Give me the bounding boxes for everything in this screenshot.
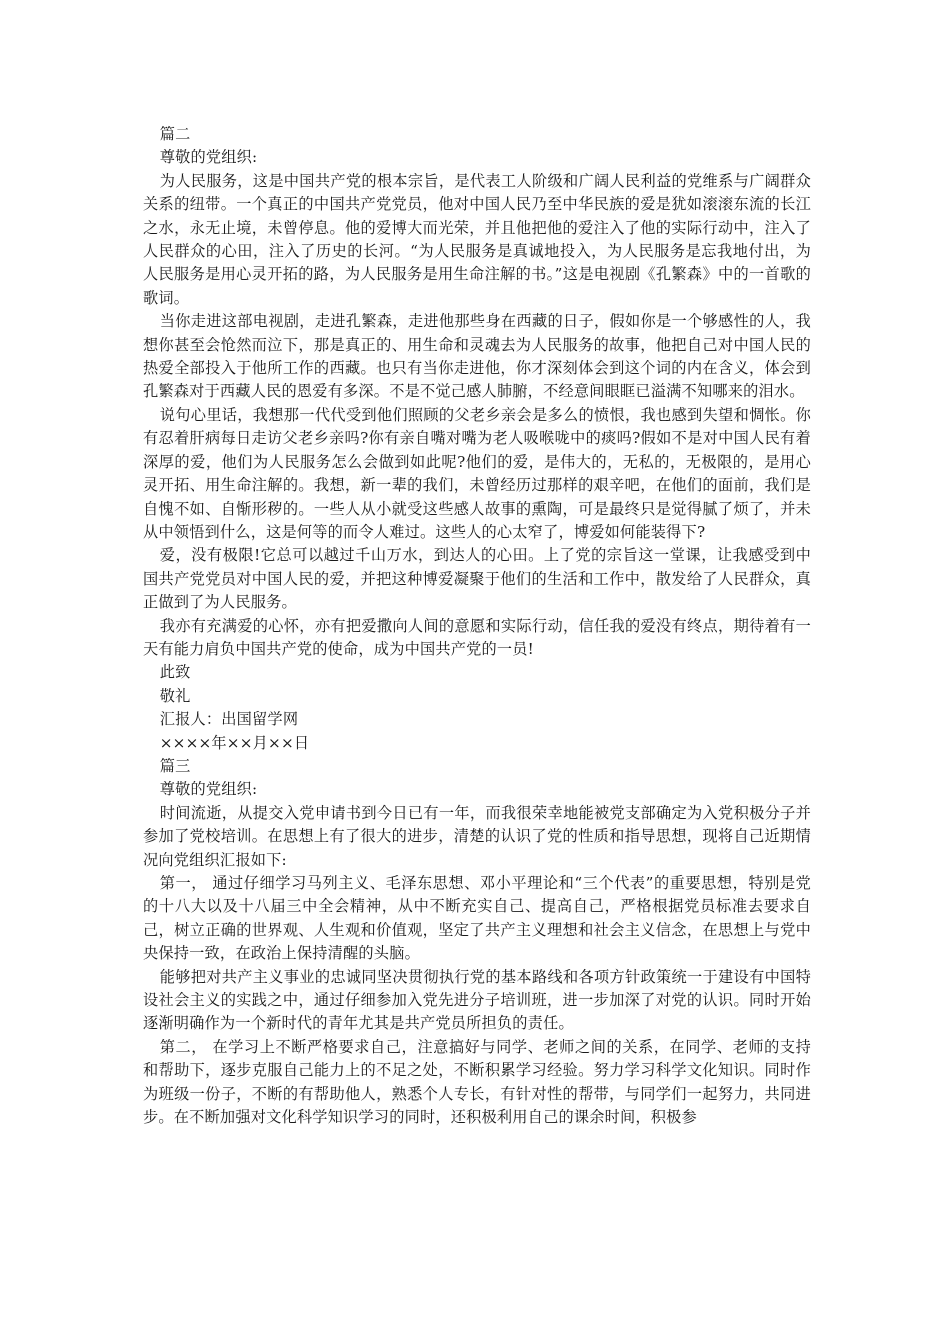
date-line: ××××年××月××日: [159, 733, 310, 752]
body-paragraph: 能够把对共产主义事业的忠诚同坚决贯彻执行党的基本路线和各项方针政策统一于建设有中国特设社会主义的实践之中，通过仔细参加入党先进分子培训班，进一步加深了对党的认识。同时开始逐渐明确作为一个新时代的青年尤其是共产党员所担负的责任。: [143, 967, 811, 1033]
body-paragraph: 第一， 通过仔细学习马列主义、毛泽东思想、邓小平理论和“三个代表”的重要思想，特别是党的十八大以及十八届三中全会精神，从中不断充实自己、提高自己，严格根据党员标准去要求自己，树立正确的世界观、人生观和价值观，坚定了共产主义理想和社会主义信念，在思想上与党中央保持一致，在政治上保持清醒的头脑。: [143, 874, 811, 963]
body-paragraph: 为人民服务，这是中国共产党的根本宗旨，是代表工人阶级和广阔人民利益的党维系与广阔群众关系的纽带。一个真正的中国共产党党员，他对中国人民乃至中华民族的爱是犹如滚滚东流的长江之水，永无止境，未曾停息。他的爱博大而光荣，并且他把他的爱注入了他的实际行动中，注入了人民群众的心田，注入了历史的长河。“为人民服务是真诚地投入，为人民服务是忘我地付出，为人民服务是用心灵开拓的路，为人民服务是用生命注解的书。”这是电视剧《孔繁森》中的一首歌的歌词。: [143, 171, 811, 307]
reporter-line: 汇报人：出国留学网: [159, 710, 299, 729]
salutation: 尊敬的党组织:: [159, 148, 258, 167]
body-paragraph: 第二， 在学习上不断严格要求自己，注意搞好与同学、老师之间的关系，在同学、老师的支持和帮助下，逐步克服自己能力上的不足之处，不断积累学习经验。努力学习科学文化知识。同时作为班级一份子，不断的有帮助他人，熟悉个人专长，有针对性的帮带，与同学们一起努力，共同进步。在不断加强对文化科学知识学习的同时，还积极利用自己的课余时间，积极参: [143, 1037, 811, 1127]
closing-line: 此致: [159, 663, 191, 682]
salutation: 尊敬的党组织:: [159, 780, 258, 799]
body-paragraph: 时间流逝，从提交入党申请书到今日已有一年，而我很荣幸地能被党支部确定为入党积极分子并参加了党校培训。在思想上有了很大的进步，清楚的认识了党的性质和指导思想，现将自己近期情况向党组织汇报如下:: [143, 803, 811, 869]
body-paragraph: 爱，没有极限!它总可以越过千山万水，到达人的心田。上了党的宗旨这一堂课，让我感受到中国共产党党员对中国人民的爱，并把这种博爱凝聚于他们的生活和工作中，散发给了人民群众，真正做到了为人民服务。: [143, 546, 811, 612]
section-heading-3: 篇三: [159, 756, 191, 775]
closing-salute: 敬礼: [159, 686, 191, 705]
body-paragraph: 当你走进这部电视剧，走进孔繁森，走进他那些身在西藏的日子，假如你是一个够感性的人，我想你甚至会怆然而泣下，那是真正的、用生命和灵魂去为人民服务的故事，他把自己对中国人民的热爱全部投入于他所工作的西藏。也只有当你走进他，你才深刻体会到这个词的内在含义，体会到孔繁森对于西藏人民的恩爱有多深。不是不觉己感人肺腑，不经意间眼眶已溢满不知哪来的泪水。: [143, 312, 811, 401]
body-paragraph: 我亦有充满爱的心怀，亦有把爱撒向人间的意愿和实际行动，信任我的爱没有终点，期待着有一天有能力肩负中国共产党的使命，成为中国共产党的一员!: [143, 616, 811, 658]
body-paragraph: 说句心里话，我想那一代代受到他们照顾的父老乡亲会是多么的愤恨，我也感到失望和惆怅。你有忍着肝病每日走访父老乡亲吗?你有亲自嘴对嘴为老人吸喉咙中的痰吗?假如不是对中国人民有着深厚的爱，他们为人民服务怎么会做到如此呢?他们的爱，是伟大的，无私的，无极限的，是用心灵开拓、用生命注解的。我想，新一辈的我们，未曾经历过那样的艰辛吧，在他们的面前，我们是自愧不如、自惭形秽的。一些人从小就受这些感人故事的熏陶，可是最终只是觉得腻了烦了，并未从中领悟到什么，这是何等的而令人难过。这些人的心太窄了，博爱如何能装得下?: [143, 405, 811, 541]
section-heading-2: 篇二: [159, 125, 191, 143]
document-body: [143, 123, 811, 1129]
